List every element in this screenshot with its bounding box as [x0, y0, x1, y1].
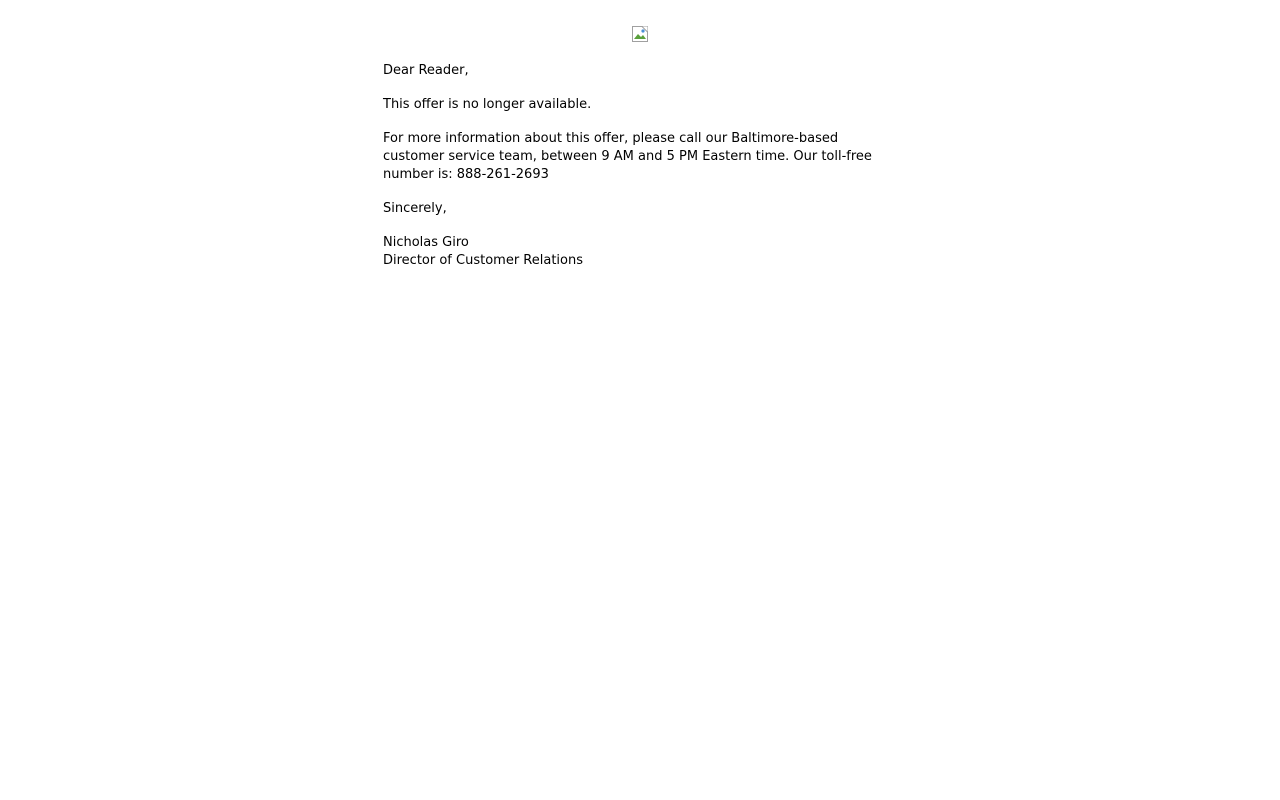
- letter-body: [383, 62, 883, 286]
- broken-image-icon: [632, 26, 648, 42]
- closing-text: Sincerely,: [383, 201, 447, 216]
- greeting-text: Dear Reader,: [383, 63, 469, 78]
- info-paragraph: For more information about this offer, please call our Baltimore-based customer service team, between 9 AM and 5 PM Eastern time. Our toll-free number is: 888-261-2693: [383, 131, 872, 182]
- signature-name: Nicholas Giro: [383, 235, 469, 250]
- signature-title: Director of Customer Relations: [383, 253, 583, 268]
- signature-block: [383, 234, 883, 270]
- notice-text: This offer is no longer available.: [383, 97, 592, 112]
